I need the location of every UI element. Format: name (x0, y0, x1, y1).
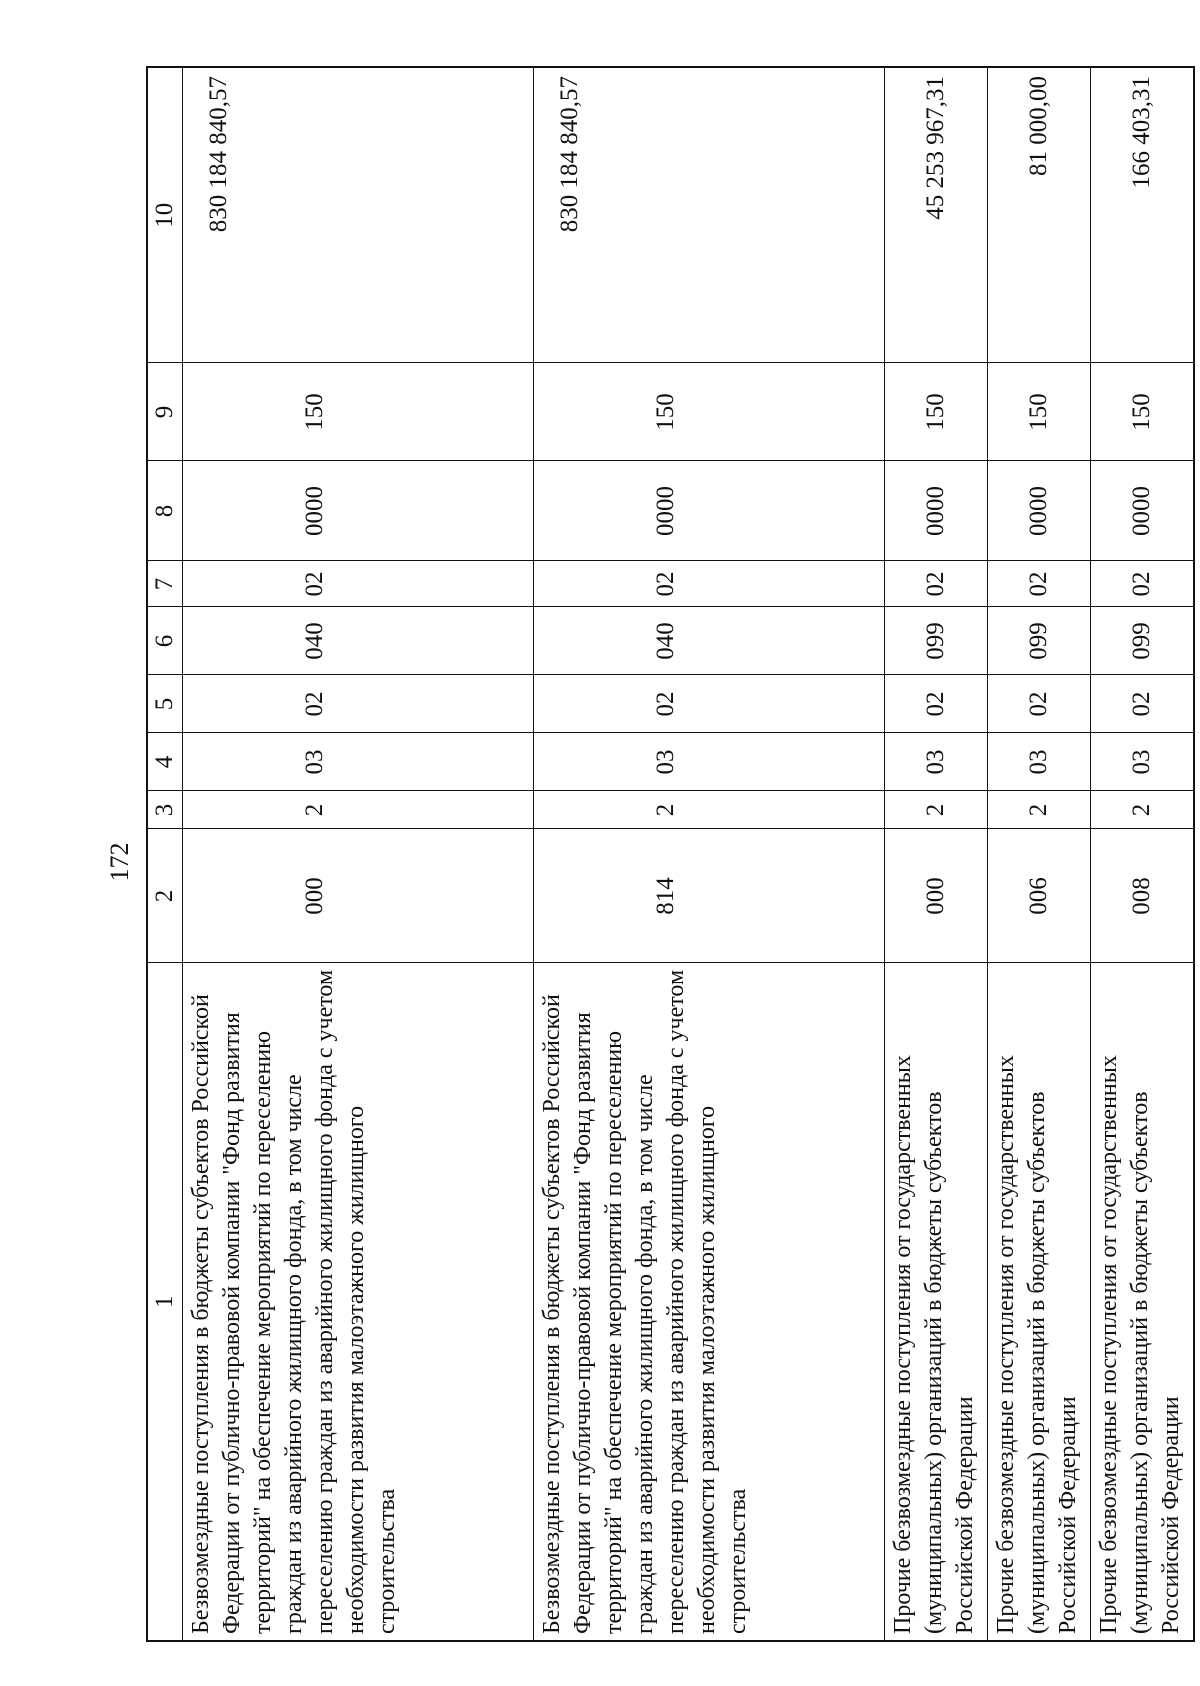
code-cell: 03 (885, 733, 988, 791)
row-description: Безвозмездные поступления в бюджеты субъектов Российской Федерации от публично-правовой компании "Фонд развития территорий" на обеспечение мероприятий по переселению граждан из аварийного жилищного фонда, в том числе переселению граждан из аварийного жилищного фонда с учетом необходимости развития малоэтажного жилищного строительства (534, 963, 885, 1641)
code-cell: 02 (988, 561, 1091, 607)
code-cell: 150 (988, 363, 1091, 461)
code-cell: 02 (183, 561, 534, 607)
admin-code-cell: 006 (988, 829, 1091, 963)
code-cell: 099 (988, 607, 1091, 675)
row-description: Прочие безвозмездные поступления от государственных (муниципальных) организаций в бюджеты субъектов Российской Федерации (1091, 963, 1195, 1641)
table-row (183, 67, 534, 1641)
table-row (885, 67, 988, 1641)
code-cell: 099 (1091, 607, 1195, 675)
code-cell: 099 (885, 607, 988, 675)
code-cell: 150 (183, 363, 534, 461)
header-cell: 4 (147, 733, 183, 791)
code-cell: 02 (534, 561, 885, 607)
code-cell: 03 (534, 733, 885, 791)
row-description: Прочие безвозмездные поступления от государственных (муниципальных) организаций в бюджеты субъектов Российской Федерации (885, 963, 988, 1641)
row-description: Безвозмездные поступления в бюджеты субъектов Российской Федерации от публично-правовой компании "Фонд развития территорий" на обеспечение мероприятий по переселению граждан из аварийного жилищного фонда, в том числе переселению граждан из аварийного жилищного фонда с учетом необходимости развития малоэтажного жилищного строительства (183, 963, 534, 1641)
admin-code-cell: 008 (1091, 829, 1195, 963)
code-cell: 0000 (534, 461, 885, 561)
header-cell: 10 (147, 67, 183, 363)
code-cell: 02 (988, 675, 1091, 733)
header-cell: 2 (147, 829, 183, 963)
admin-code-cell: 000 (885, 829, 988, 963)
table-row (534, 67, 885, 1641)
code-cell: 2 (534, 791, 885, 829)
code-cell: 2 (885, 791, 988, 829)
header-cell: 8 (147, 461, 183, 561)
header-cell: 9 (147, 363, 183, 461)
header-cell: 5 (147, 675, 183, 733)
code-cell: 02 (885, 561, 988, 607)
table-rotator (146, 68, 1184, 1642)
table-row (1091, 67, 1195, 1641)
row-description: Прочие безвозмездные поступления от государственных (муниципальных) организаций в бюджеты субъектов Российской Федерации (988, 963, 1091, 1641)
code-cell: 02 (885, 675, 988, 733)
page-number: 172 (105, 842, 134, 882)
code-cell: 2 (183, 791, 534, 829)
code-cell: 0000 (885, 461, 988, 561)
code-cell: 02 (183, 675, 534, 733)
code-cell: 0000 (183, 461, 534, 561)
code-cell: 03 (988, 733, 1091, 791)
amount-cell: 166 403,31 (1091, 67, 1195, 363)
code-cell: 2 (1091, 791, 1195, 829)
code-cell: 0000 (1091, 461, 1195, 561)
revenue-table (146, 66, 1195, 1642)
admin-code-cell: 814 (534, 829, 885, 963)
code-cell: 150 (534, 363, 885, 461)
code-cell: 02 (1091, 675, 1195, 733)
code-cell: 03 (183, 733, 534, 791)
amount-cell: 830 184 840,57 (183, 67, 534, 363)
header-cell: 3 (147, 791, 183, 829)
header-cell: 6 (147, 607, 183, 675)
code-cell: 2 (988, 791, 1091, 829)
table-row (988, 67, 1091, 1641)
code-cell: 02 (1091, 561, 1195, 607)
code-cell: 0000 (988, 461, 1091, 561)
table-header-row (147, 67, 183, 1641)
code-cell: 150 (885, 363, 988, 461)
code-cell: 040 (534, 607, 885, 675)
code-cell: 150 (1091, 363, 1195, 461)
amount-cell: 81 000,00 (988, 67, 1091, 363)
code-cell: 03 (1091, 733, 1195, 791)
code-cell: 040 (183, 607, 534, 675)
amount-cell: 45 253 967,31 (885, 67, 988, 363)
table-wrapper (146, 68, 1184, 1642)
header-cell: 7 (147, 561, 183, 607)
amount-cell: 830 184 840,57 (534, 67, 885, 363)
code-cell: 02 (534, 675, 885, 733)
header-cell: 1 (147, 963, 183, 1641)
admin-code-cell: 000 (183, 829, 534, 963)
